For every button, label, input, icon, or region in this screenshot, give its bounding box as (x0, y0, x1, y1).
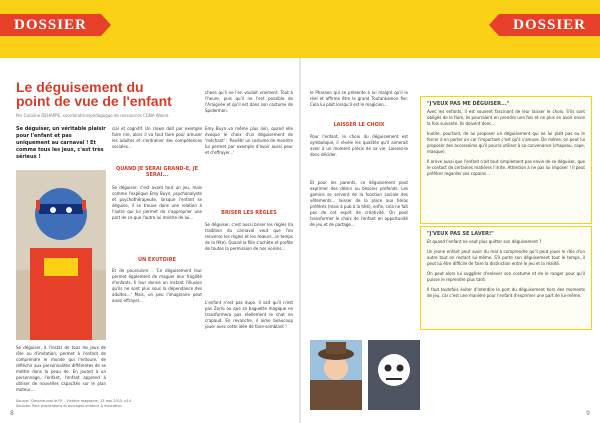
subheading-choix: LAISSER LE CHOIX (333, 122, 385, 128)
article-column-5-text3: Et pour les parents, ce déguisement peut exprimer des désirs ou besoins profonds. Les gamins se servent de la fonction sociale des vêtements... laisser de la place aux héros préférés (mais à pub à la télé), enfin, cela ne fait pas de cet esprit de créativité. On peut transformer le choix de l'enfant en opportunité de jeu et de partage... (310, 180, 408, 227)
article-column-3-intro: cial et cognitif. Un clown doit par exemple faire rire, alors il va tout faire pour amuser les adultes et s'entraîner des compétences sociales... (112, 126, 202, 149)
article-column-5-text1: le Pharaon qui se présente à lui malgré qu'il le réel et affirme être le grand Toutankamon fier. Cela lui plaît lorsqu'il est le magicien... (310, 90, 408, 107)
sidebar1-text1: Avec les enfants, il est souvent fascinant de leur laisser le choix. S'ils sont obligés de le faire, ils pourraient en prendre une fois et ne plus en avoir envie la fois suivante. Ils doivent donc... (427, 109, 585, 126)
sidebar2-text2: Un jeune enfant peut avoir du mal à comprendre qu'il peut jouer le rôle d'un autre tout en restant lui-même. S'il porte son déguisement tout le temps, il peut lui être difficile de faire la distinction entre le jeu et la réalité. (427, 249, 585, 266)
photo-child-facepaint (368, 340, 420, 410)
footnote-1: Source: 'Dessine-moi le Fil' - Victoire magazine, 13 mai 2015, p14 (16, 399, 132, 403)
sidebar2-text1: Et quand l'enfant ne veut plus quitter son déguisement ? (427, 239, 542, 244)
sidebar2-text3: On peut alors lui suggérer d'enlever son costume et de le ranger pour qu'il puisse le reprendre plus tard. (427, 271, 585, 282)
article-column-4-text2: Emy Buyn va même plus loin, quand elle évoque le choix d'un déguisement de 'méchant' : 'Revêtir un costume de monstre lui permet par exemple d'avoir aussi peur et d'effrayer...' (205, 126, 293, 155)
sidebar-box-1 (420, 96, 592, 224)
page-number-right: 9 (586, 410, 590, 417)
sidebar1-text3: Il arrive aussi que l'enfant n'ait tout simplement pas envie de se déguiser, que le contact de certaines matières l'irrite. Attention à ne pas lui imposer ! Il peut préférer regarder ses copains... (427, 159, 585, 176)
sidebar2-text4: Il faut toutefois éviter d'interdire le port du déguisement hors des moments de jeu, car c'est une manière pour l'enfant d'exprimer une part de lui-même. (427, 287, 585, 298)
subheading-exutoire: UN EXUTOIRE (137, 257, 177, 263)
article-column-5-text2: Pour l'enfant, le choix du déguisement est symbolique, il révèle les qualités qu'il aimerait avoir à un moment précis de sa vie. Laissez-le donc décider. (310, 134, 408, 157)
article-column-4-text3: Se déguiser, c'est aussi briser les règles (la tradition du carnaval veut que l'on renverse les règles et les mœurs...le temps de la fête). Quand la fille s'achète et profite de toutes la permission de nos voisins... (205, 222, 293, 251)
photo-child-costume (16, 170, 106, 340)
sidebar2-heading: "J'VEUX PAS SE LAVER!" (427, 231, 494, 237)
sidebar-box-2 (420, 226, 592, 330)
footnote-2: Sources: Pour publications et ouvrages enfance & éducation (16, 404, 122, 408)
subheading-regles: BRISER LES RÈGLES (221, 210, 277, 216)
article-column-3-text2: Et de poursuivre : 'Ce déguisement leur permet également de maguer leur fragilité d'enfants. Il leur donne un instant l'illusion qu'ils ne sont plus sous la dépendance des adultes...' Mais, un peu l'imaginaire peut aussi effrayer... (112, 268, 202, 303)
article-byline: Par Caroline DEHAPPE, coordinatrice/pédagogue de ressources CGNA Wavre (16, 113, 169, 118)
page-number-left: 8 (10, 410, 14, 417)
sidebar1-heading: "J'VEUX PAS ME DÉGUISER..." (427, 101, 510, 107)
subheading-grand: QUAND JE SERAI GRAND-E, JE SERAI... (115, 166, 199, 178)
photo-child-hat (310, 340, 362, 410)
article-lead: Se déguiser, un véritable plaisir pour l'enfant et pas uniquement au carnaval ! Et comme tous les jeux, c'est très sérieux ! (16, 126, 106, 160)
dossier-banner-left: DOSSIER (0, 14, 101, 36)
dossier-banner-right: DOSSIER (499, 14, 600, 36)
article-column-4-text1: chose qu'il ne l'en voulait vraiment. Tout à l'heure, puis qu'il ne l'est possible de l'Araignée et qu'il est dans son costume de Spiderman. (205, 90, 293, 113)
article-title: Le déguisement du point de vue de l'enfant (16, 79, 172, 109)
article-column-2: Se déguiser, à l'instar de tous les jeux de rôle ou d'imitation, permet à l'enfant de comprendre le monde qui l'entoure, de réfléchir aux personnalités différentes de se mettre dans la peau de. En jouant à un personnage, l'enfant, l'enfant apprend à utiliser de nouvelles capacités sur le plan moteur,... (16, 345, 106, 392)
article-column-3-text1: Se déguiser, c'est avant tout un jeu, mais comme l'explique Emy Buyn, psychanalyste et psychothérapeute, lorsque l'enfant se déguise, il se trouve dans une relation à l'autre qui lui permet de s'approprier une part de ce que l'autre lui montre de lui... (112, 185, 202, 220)
sidebar1-text2: Inutile, pourtant, de lui proposer un déguisement qui ne lui plaît pas ou le forcer à en porter un car l'important c'est qu'il s'amuse. De même, on peut lui proposer des accessoires qu'il pourra utiliser à sa convenance (chapeau, cape, masque). (427, 131, 585, 154)
page-gutter (299, 58, 301, 423)
article-column-4-text4: L'enfant n'est pas dupe. Il sait qu'il n'est pas Zorro ou que sa baguette magique ne transformera pas réellement le chat en crapaud. En revanche, il aime beaucoup jouer avec cette idée de faire-semblant ! (205, 300, 293, 329)
footnotes (16, 399, 276, 409)
